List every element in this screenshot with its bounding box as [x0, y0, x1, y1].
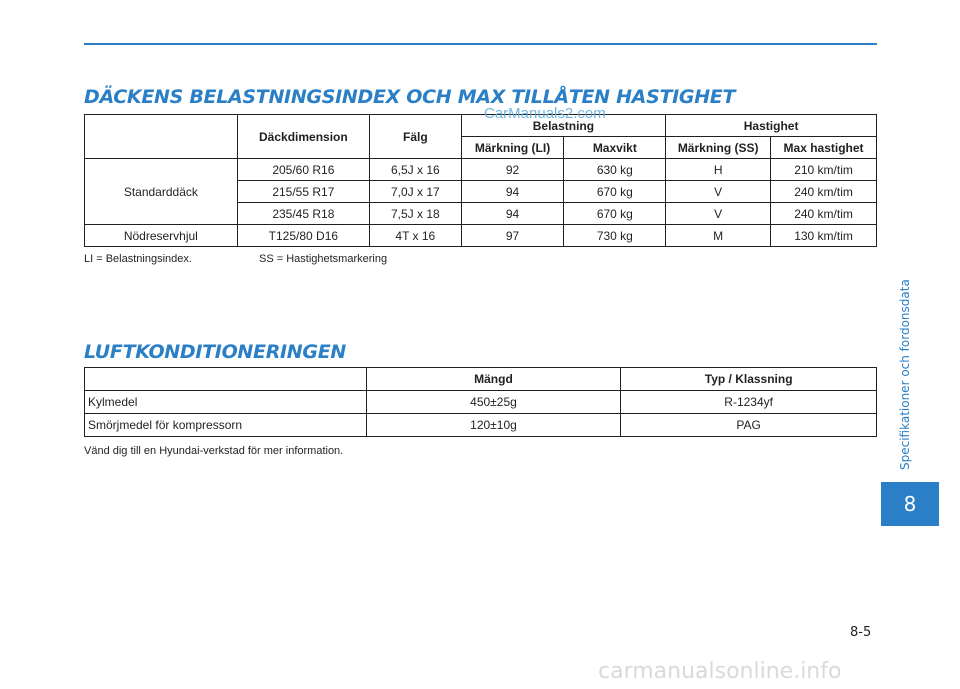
note-li: LI = Belastningsindex. [84, 253, 192, 265]
cell-max-speed: 210 km/tim [771, 159, 877, 181]
heading-tire-load-index: DÄCKENS BELASTNINGSINDEX OCH MAX TILLÅTEN HASTIGHET [84, 86, 736, 108]
footer-watermark: carmanualsonline.info [598, 659, 842, 684]
table-header-row [85, 368, 877, 391]
cell-max-speed: 130 km/tim [771, 225, 877, 247]
note-ac: Vänd dig till en Hyundai-verkstad för mer information. [84, 445, 344, 457]
header-dimension: Däckdimension [237, 115, 369, 159]
table-row [85, 391, 877, 414]
cell-li: 94 [461, 181, 564, 203]
cell-max-speed: 240 km/tim [771, 203, 877, 225]
chapter-tab: 8 [881, 482, 939, 526]
ac-spec-table [84, 367, 877, 437]
table-row-spare [85, 225, 877, 247]
header-speed: Hastighet [666, 115, 877, 137]
header-ss: Märkning (SS) [666, 137, 771, 159]
header-li: Märkning (LI) [461, 137, 564, 159]
cell-max-weight: 670 kg [564, 181, 666, 203]
cell-item: Smörjmedel för kompressorn [85, 414, 367, 437]
cell-amount: 450±25g [366, 391, 621, 414]
cell-li: 94 [461, 203, 564, 225]
cell-li: 92 [461, 159, 564, 181]
header-max-weight: Maxvikt [564, 137, 666, 159]
cell-type: PAG [621, 414, 877, 437]
cell-max-weight: 730 kg [564, 225, 666, 247]
cell-rim: 7,5J x 18 [370, 203, 462, 225]
cell-dimension: 205/60 R16 [237, 159, 369, 181]
heading-air-conditioning: LUFTKONDITIONERINGEN [84, 341, 346, 363]
cell-max-speed: 240 km/tim [771, 181, 877, 203]
cell-amount: 120±10g [366, 414, 621, 437]
cell-li: 97 [461, 225, 564, 247]
header-type: Typ / Klassning [621, 368, 877, 391]
header-max-speed: Max hastighet [771, 137, 877, 159]
top-rule [84, 43, 877, 45]
cell-dimension: 215/55 R17 [237, 181, 369, 203]
cell-rim: 4T x 16 [370, 225, 462, 247]
cell-max-weight: 670 kg [564, 203, 666, 225]
group-spare: Nödreservhjul [85, 225, 238, 247]
cell-rim: 6,5J x 16 [370, 159, 462, 181]
cell-type: R-1234yf [621, 391, 877, 414]
cell-ss: M [666, 225, 771, 247]
table-header-row [85, 115, 877, 137]
header-blank [85, 368, 367, 391]
table-row [85, 159, 877, 181]
header-blank [85, 115, 238, 159]
cell-ss: V [666, 181, 771, 203]
tire-spec-table [84, 114, 877, 247]
header-load: Belastning [461, 115, 666, 137]
watermark-top: CarManuals2.com [484, 105, 606, 122]
cell-ss: H [666, 159, 771, 181]
section-side-label: Specifikationer och fordonsdata [898, 279, 912, 470]
cell-rim: 7,0J x 17 [370, 181, 462, 203]
group-standard: Standarddäck [85, 159, 238, 225]
cell-ss: V [666, 203, 771, 225]
header-amount: Mängd [366, 368, 621, 391]
header-rim: Fälg [370, 115, 462, 159]
cell-dimension: T125/80 D16 [237, 225, 369, 247]
table-row [85, 414, 877, 437]
page-number: 8-5 [850, 625, 872, 640]
note-ss: SS = Hastighetsmarkering [259, 253, 388, 265]
cell-dimension: 235/45 R18 [237, 203, 369, 225]
cell-item: Kylmedel [85, 391, 367, 414]
cell-max-weight: 630 kg [564, 159, 666, 181]
